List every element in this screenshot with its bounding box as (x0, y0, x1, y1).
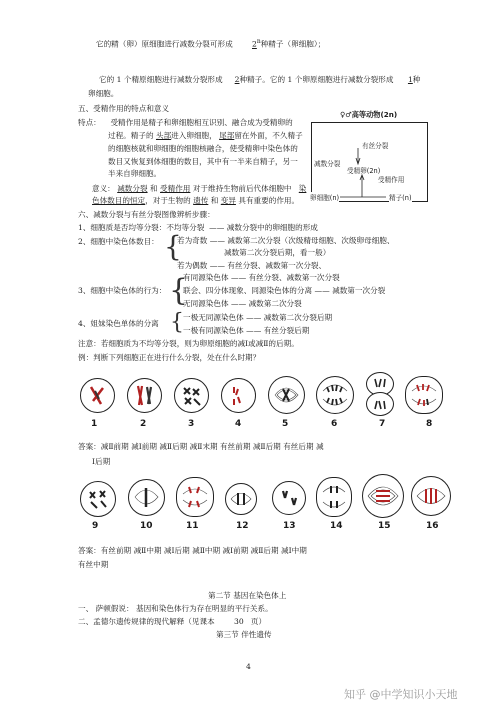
cell-number: 1 (91, 419, 98, 429)
answer-line: Ⅰ后期 (92, 457, 111, 466)
cell-figure (80, 481, 116, 517)
answer-line: 答案：减Ⅱ前期 减Ⅰ前期 减Ⅱ后期 减Ⅱ末期 有丝前期 减Ⅱ后期 有丝后期 减 (78, 442, 324, 451)
cell-figure (366, 392, 394, 416)
text-line: 若为偶数 —— 有丝分裂、减数第一次分裂、 (177, 261, 327, 270)
cell-figure (405, 376, 443, 414)
diagram-mitosis-label: 有丝分裂 (362, 142, 389, 150)
cell-number: 2 (140, 419, 147, 429)
text-line: 2、细胞中染色体数目： (78, 237, 159, 246)
cell-figure (362, 474, 404, 518)
diagram-meiosis-label: 减数分裂 (314, 160, 341, 168)
cell-figure (221, 378, 256, 413)
text-line: 4、姐妹染色单体的分离 (78, 319, 159, 328)
cell-number: 16 (426, 521, 439, 531)
brace-icon: { (170, 310, 184, 335)
cell-number: 12 (236, 521, 249, 531)
cell-number: 6 (331, 419, 338, 429)
cell-figure (411, 476, 451, 516)
text-line: 它的精（卵）原细胞进行减数分裂可形成 2$^n$种精子（卵细胞）； (96, 38, 326, 49)
text-line: 有同源染色体 —— 有丝分裂、减数第一次分裂 (183, 273, 340, 282)
brace-icon: { (164, 230, 182, 263)
diagram-organism-label: ♀♂高等动物(2n) (340, 110, 398, 119)
cell-figure (174, 378, 209, 413)
cell-number: 4 (235, 419, 242, 429)
cell-figure (268, 376, 305, 414)
text-line: 无同源染色体 —— 减数第二次分裂 (183, 299, 302, 308)
cell-number: 10 (140, 521, 153, 531)
text-line: 一、 萨顿假说： 基因和染色体行为存在明显的平行关系。 (78, 604, 273, 613)
diagram-sperm-label: 精子(n) (389, 194, 412, 202)
text-line: 它的 1 个精原细胞进行减数分裂形成 2种精子。它的 1 个卵原细胞进行减数分裂形成 1种 (99, 75, 421, 84)
cell-figure (127, 378, 162, 413)
text-line: 1、细胞质是否均等分裂：不均等分裂 —— 减数分裂中的卵细胞的形成 (78, 223, 318, 232)
cell-figure (176, 477, 214, 517)
text-line: 3、细胞中染色体的行为： (78, 286, 167, 295)
text-line: 若为奇数 —— 减数第二次分裂（次级精母细胞、次级卵母细胞、 (177, 236, 395, 245)
section-heading: 第三节 伴性遗传 (216, 630, 272, 639)
cell-number: 14 (330, 521, 343, 531)
text-line: 减数第二次分裂后期，看一般） (224, 248, 331, 257)
cell-number: 8 (426, 419, 433, 429)
text-line: 一极有同源染色体 —— 有丝分裂后期 (183, 326, 310, 335)
text-line: 的细胞核就和卵细胞的细胞核融合，使受精卵中染色体的 (108, 144, 298, 153)
answer-line: 有丝中期 (78, 560, 109, 569)
watermark: 知乎 @中学知识小天地 (344, 688, 458, 701)
section-heading: 五、受精作用的特点和意义 (78, 104, 170, 113)
answer-line: 答案：有丝前期 减Ⅱ中期 减Ⅰ后期 减Ⅱ中期 减Ⅰ前期 减Ⅱ后期 减Ⅰ中期 (78, 546, 307, 555)
text-line: 半来自卵细胞。 (108, 169, 162, 178)
text-line: 过程。精子的 头部进入卵细胞， 尾部留在外面，不久精子 (108, 131, 303, 140)
text-line: 一极无同源染色体 —— 减数第二次分裂后期 (183, 313, 333, 322)
text-line: 例：判断下列细胞正在进行什么分裂，处在什么时期？ (78, 353, 261, 362)
text-line: 特点： 受精作用是精子和卵细胞相互识别、融合成为受精卵的 (78, 118, 293, 127)
brace-icon: { (169, 273, 189, 308)
cell-figure (80, 378, 115, 413)
cell-figure (316, 376, 354, 414)
text-line: 注意：若细胞质为不均等分裂，则为卵原细胞的减Ⅰ或减Ⅱ的后期。 (78, 339, 299, 348)
page-number: 4 (246, 662, 251, 671)
text-line: 联会、四分体现象、同源染色体的分离 —— 减数第一次分裂 (183, 286, 386, 295)
cell-figure (225, 483, 257, 515)
cell-number: 15 (378, 521, 391, 531)
text-line: 色体数目的恒定，对于生物的 遗传 和 变异 具有重要的作用。 (92, 196, 300, 205)
cell-figure (316, 477, 352, 517)
cell-number: 7 (379, 419, 386, 429)
cell-number: 11 (186, 521, 199, 531)
text-line: 卵细胞。 (88, 89, 119, 98)
cell-number: 13 (283, 521, 296, 531)
text-line: 二、孟德尔遗传规律的现代解释（见课本 30 页） (78, 617, 267, 626)
diagram-egg-label: 卵细胞(n) (310, 194, 340, 202)
diagram-zygote-label: 受精卵(2n) (347, 167, 381, 175)
cell-number: 5 (282, 419, 289, 429)
section-heading: 第二节 基因在染色体上 (208, 591, 287, 600)
diagram-fertilization-label: 受精作用 (378, 176, 405, 184)
text-line: 数目又恢复到体细胞的数目，其中有一半来自精子，另一 (108, 157, 298, 166)
cell-number: 3 (188, 419, 195, 429)
cell-figure (272, 481, 306, 515)
cell-figure (128, 479, 165, 516)
cell-number: 9 (92, 521, 99, 531)
text-line: 意义： 减数分裂 和 受精作用 对于维持生物前后代体细胞中 染 (92, 184, 307, 193)
section-heading: 六、减数分裂与有丝分裂图像辨析步骤： (78, 210, 215, 219)
